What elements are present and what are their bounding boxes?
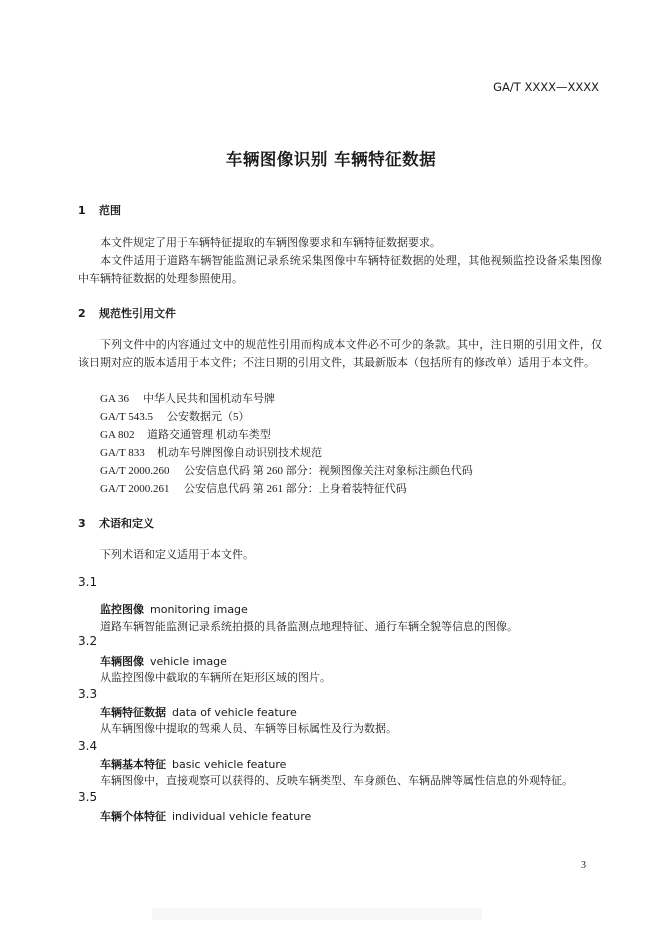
section-heading-normative-references: [78, 305, 176, 321]
document-title: 车辆图像识别 车辆特征数据: [225, 150, 437, 169]
reference-title: 中华人民共和国机动车号牌: [143, 393, 275, 405]
term-number: 3.1: [78, 575, 98, 589]
scope-paragraph-2: 本文件适用于道路车辆智能监测记录系统采集图像中车辆特征数据的处理，其他视频监控设备采集图像中车辆特征数据的处理参照使用。: [78, 255, 602, 285]
term-definition: 从监控图像中截取的车辆所在矩形区域的图片。: [100, 672, 331, 684]
references-intro-paragraph: 下列文件中的内容通过文中的规范性引用而构成本文件必不可少的条款。其中，注日期的引用文件，仅该日期对应的版本适用于本文件；不注日期的引用文件，其最新版本（包括所有的修改单）适用于本文件。: [78, 339, 602, 369]
page-number: 3: [581, 860, 586, 871]
scope-paragraph-1: 本文件规定了用于车辆特征提取的车辆图像要求和车辆特征数据要求。: [100, 237, 441, 249]
reference-code: GA/T 543.5: [100, 411, 153, 423]
section-number: 3: [78, 517, 86, 530]
reference-item: [100, 444, 322, 460]
term-name-zh: 车辆图像: [100, 655, 144, 668]
reference-code: GA/T 2000.261: [100, 483, 170, 495]
term-definition: 从车辆图像中提取的驾乘人员、车辆等目标属性及行为数据。: [100, 723, 397, 735]
term-name-zh: 车辆基本特征: [100, 758, 166, 771]
section-number: 1: [78, 204, 86, 217]
term-name-zh: 监控图像: [100, 603, 144, 616]
reference-title: 公安数据元（5）: [167, 411, 250, 423]
reference-title: 机动车号牌图像自动识别技术规范: [157, 447, 322, 459]
section-heading-terms: [78, 515, 154, 531]
reference-item: [100, 462, 473, 478]
reference-title: 公安信息代码 第 260 部分：视频图像关注对象标注颜色代码: [184, 465, 473, 477]
reference-code: GA/T 2000.260: [100, 465, 170, 477]
term-name-zh: 车辆特征数据: [100, 706, 166, 719]
term-name: [100, 601, 248, 617]
term-number: 3.4: [78, 739, 98, 753]
term-name-en: vehicle image: [150, 655, 227, 668]
section-heading-scope: [78, 202, 121, 218]
section-number: 2: [78, 307, 86, 320]
reference-item: [100, 408, 250, 424]
reference-title: 公安信息代码 第 261 部分：上身着装特征代码: [184, 483, 407, 495]
term-number: 3.3: [78, 687, 98, 701]
faded-footer-strip: [152, 908, 482, 920]
section-title: 术语和定义: [99, 517, 154, 530]
term-name-en: data of vehicle feature: [172, 706, 297, 719]
term-name-zh: 车辆个体特征: [100, 810, 166, 823]
term-name-en: monitoring image: [150, 603, 248, 616]
term-number: 3.5: [78, 790, 98, 804]
std-code: GA/T XXXX—XXXX: [493, 80, 599, 94]
term-name: [100, 653, 227, 669]
term-name: [100, 808, 311, 824]
section-title: 范围: [99, 204, 121, 217]
term-name-en: individual vehicle feature: [172, 810, 312, 823]
term-name: [100, 756, 286, 772]
section-title: 规范性引用文件: [99, 307, 176, 320]
term-name: [100, 704, 297, 720]
reference-code: GA/T 833: [100, 447, 145, 459]
reference-item: [100, 426, 271, 442]
term-definition: 车辆图像中，直接观察可以获得的、反映车辆类型、车身颜色、车辆品牌等属性信息的外观特征。: [100, 775, 573, 787]
terms-intro-paragraph: 下列术语和定义适用于本文件。: [100, 549, 254, 561]
reference-code: GA 36: [100, 393, 130, 405]
term-definition: 道路车辆智能监测记录系统拍摄的具备监测点地理特征、通行车辆全貌等信息的图像。: [100, 621, 518, 633]
term-name-en: basic vehicle feature: [172, 758, 287, 771]
term-number: 3.2: [78, 634, 98, 648]
reference-title: 道路交通管理 机动车类型: [147, 429, 271, 441]
reference-item: [100, 390, 275, 406]
reference-item: [100, 480, 407, 496]
reference-code: GA 802: [100, 429, 135, 441]
